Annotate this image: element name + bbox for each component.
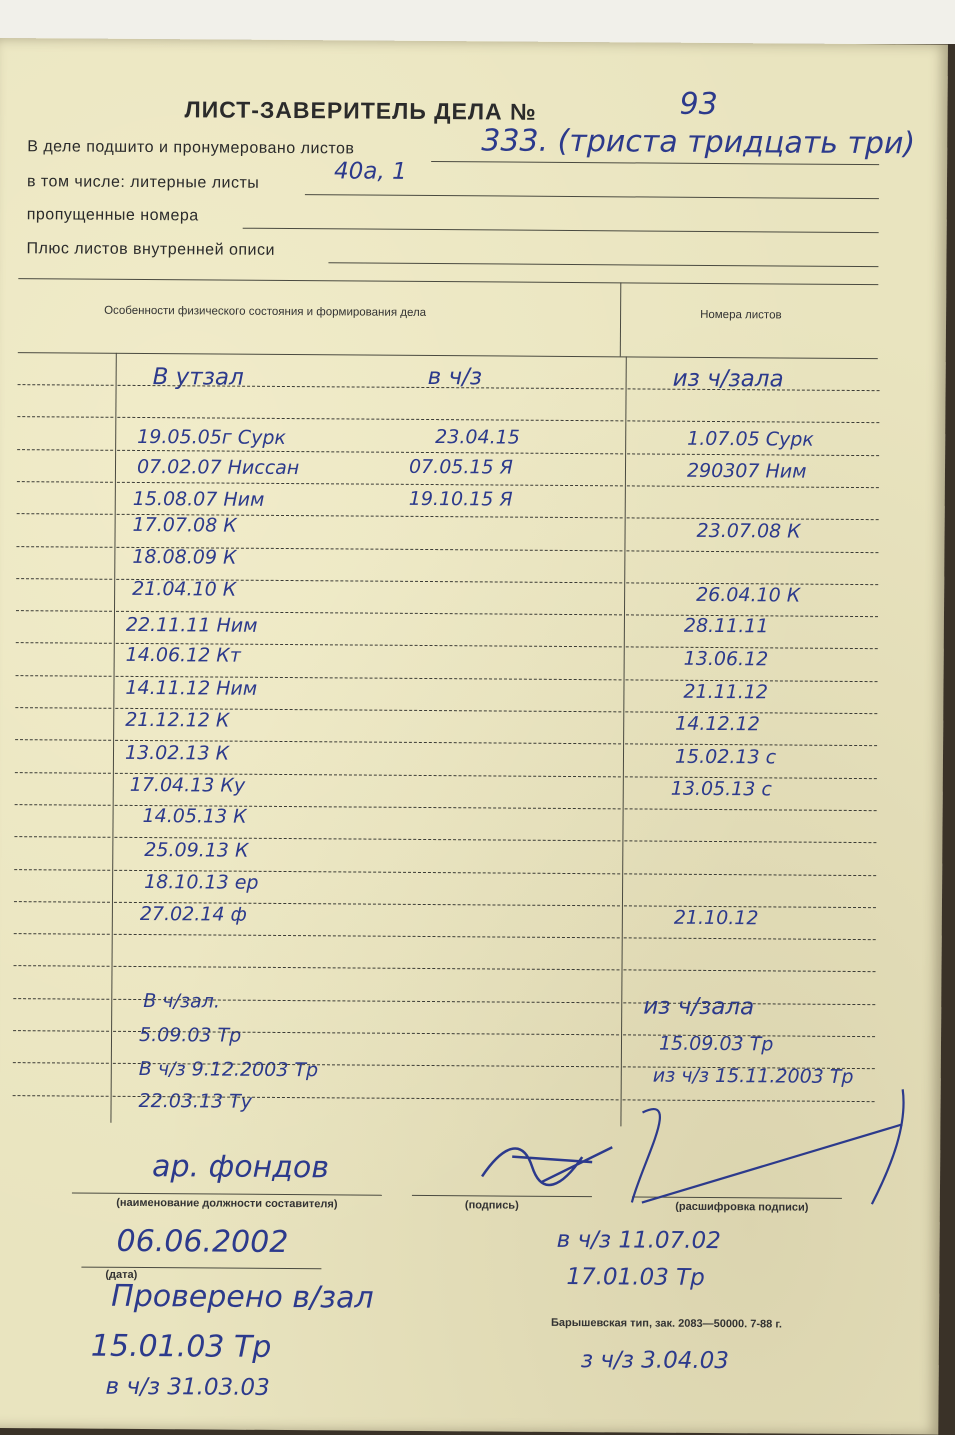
- decode-caption: (расшифровка подписи): [675, 1200, 809, 1214]
- row-rule: [17, 416, 113, 418]
- row-rule: [114, 934, 620, 939]
- position-caption: (наименование должности составителя): [116, 1196, 338, 1211]
- printer-imprint: Барышевская тип, зак. 2083—50000. 7-88 г.: [551, 1316, 782, 1331]
- column-divider-left: [110, 353, 116, 1123]
- field-label-inner-inventory: Плюс листов внутренней описи: [26, 240, 275, 259]
- list-item: 19.05.05г Сурк: [137, 425, 286, 450]
- document-sheet: [0, 38, 948, 1435]
- row-rule: [16, 642, 112, 644]
- row-rule: [13, 1062, 109, 1064]
- field-value-letter-sheets: 40а, 1: [333, 158, 407, 185]
- row-rule: [117, 450, 623, 455]
- list-item: В ч/з 9.12.2003 Тр: [138, 1057, 319, 1082]
- row-rule: [627, 485, 879, 488]
- column-divider-header: [620, 282, 622, 356]
- list-item: в ч/з: [427, 363, 483, 391]
- note-date: 15.01.03 Тр: [90, 1328, 272, 1365]
- row-rule: [16, 546, 112, 548]
- list-item: 17.07.08 К: [132, 513, 237, 537]
- list-item: 19.10.15 Я: [408, 487, 513, 511]
- list-item: 14.05.13 К: [142, 805, 247, 828]
- list-item: 23.07.08 К: [696, 519, 801, 543]
- field-line: [243, 228, 879, 233]
- position-line: [72, 1193, 382, 1196]
- list-item: 22.11.11 Ним: [125, 613, 258, 637]
- list-item: 21.12.12 К: [125, 708, 230, 732]
- row-rule: [625, 808, 877, 811]
- list-item: 290307 Ним: [686, 459, 807, 483]
- form-title: [184, 96, 536, 125]
- list-item: 17.04.13 Ку: [129, 773, 246, 797]
- list-item: 13.06.12: [683, 647, 769, 671]
- list-item: 13.02.13 К: [124, 741, 230, 765]
- right-note-3: з ч/з 3.04.03: [580, 1347, 730, 1375]
- field-line: [431, 161, 879, 165]
- list-item: 5.09.03 Тр: [138, 1023, 242, 1047]
- row-rule: [17, 481, 113, 483]
- list-item: 14.11.12 Ним: [125, 676, 258, 700]
- row-rule: [626, 550, 878, 553]
- row-rule: [624, 873, 876, 876]
- row-rule: [13, 998, 109, 1000]
- list-item: 21.04.10 К: [132, 577, 237, 601]
- field-label-sheets: В деле подшито и пронумеровано листов: [27, 138, 355, 158]
- position-value: ар. фондов: [152, 1149, 330, 1186]
- list-item: 23.04.15: [435, 426, 520, 449]
- list-item: В утзал: [152, 364, 244, 391]
- list-item: 25.09.13 К: [144, 839, 249, 862]
- row-rule: [14, 965, 110, 967]
- field-label-letter-sheets: в том числе: литерные листы: [26, 173, 260, 192]
- row-rule: [18, 384, 114, 386]
- list-item: 15.09.03 Тр: [658, 1032, 774, 1056]
- signature-mark: [472, 1136, 622, 1197]
- row-rule: [627, 420, 879, 423]
- note-checked: Проверено в/зал: [111, 1278, 374, 1316]
- row-rule: [14, 901, 110, 903]
- column-header-condition: Особенности физического состояния и формирования дела: [104, 304, 427, 319]
- list-item: В ч/зал.: [143, 990, 220, 1013]
- column-header-sheet-numbers: Номера листов: [700, 308, 782, 322]
- row-rule: [16, 675, 112, 677]
- table-header-rule: [18, 352, 878, 359]
- list-item: из ч/зала: [672, 365, 784, 393]
- row-rule: [13, 1095, 109, 1097]
- row-rule: [624, 840, 876, 843]
- signature-line: [412, 1195, 592, 1197]
- list-item: 28.11.11: [683, 614, 769, 638]
- row-rule: [15, 739, 111, 741]
- list-item: из ч/зала: [643, 993, 755, 1021]
- right-note-2: 17.01.03 Тр: [566, 1263, 705, 1291]
- list-item: 15.08.07 Ним: [132, 487, 265, 511]
- list-item: 22.03.13 Ту: [138, 1089, 253, 1113]
- row-rule: [117, 482, 623, 487]
- row-rule: [624, 937, 876, 940]
- list-item: из ч/з 15.11.2003 Тр: [652, 1064, 854, 1088]
- list-item: 18.10.13 ер: [144, 871, 259, 894]
- list-item: 18.08.09 К: [132, 545, 237, 569]
- row-rule: [17, 513, 113, 515]
- form-title-text: ЛИСТ-ЗАВЕРИТЕЛЬ ДЕЛА №: [184, 96, 537, 125]
- row-rule: [627, 453, 879, 456]
- row-rule: [13, 1030, 109, 1032]
- field-line: [305, 194, 879, 199]
- row-rule: [16, 578, 112, 580]
- date-caption: (дата): [105, 1268, 138, 1281]
- background-paper: [0, 0, 955, 44]
- row-rule: [14, 933, 110, 935]
- list-item: 21.11.12: [683, 680, 769, 704]
- list-item: 14.12.12: [675, 712, 760, 736]
- list-item: 07.02.07 Ниссан: [136, 455, 300, 480]
- list-item: 13.05.13 с: [670, 777, 772, 801]
- list-item: 15.02.13 с: [674, 745, 777, 769]
- list-item: 07.05.15 Я: [408, 455, 513, 479]
- list-item: 14.06.12 Кт: [125, 643, 241, 667]
- list-item: 27.02.14 ф: [139, 902, 247, 926]
- row-rule: [16, 610, 112, 612]
- date-value: 06.06.2002: [116, 1223, 289, 1261]
- list-item: 21.10.12: [673, 906, 759, 930]
- row-rule: [14, 869, 110, 871]
- row-rule: [17, 449, 113, 451]
- note-reading-room: в ч/з 31.03.03: [105, 1373, 270, 1401]
- row-rule: [15, 772, 111, 774]
- column-divider-right: [620, 356, 626, 1126]
- field-label-skipped: пропущенные номера: [26, 206, 199, 225]
- row-rule: [15, 804, 111, 806]
- right-note-1: в ч/з 11.07.02: [556, 1226, 721, 1255]
- field-line: [328, 262, 878, 267]
- table-top-rule: [18, 278, 878, 285]
- field-value-sheets: 333. (триста тридцать три): [481, 123, 916, 162]
- list-item: 1.07.05 Сурк: [687, 427, 814, 451]
- row-rule: [114, 966, 620, 971]
- row-rule: [14, 836, 110, 838]
- row-rule: [624, 969, 876, 972]
- list-item: 26.04.10 К: [696, 583, 801, 607]
- row-rule: [15, 707, 111, 709]
- large-diagonal-stroke: [622, 1082, 923, 1244]
- row-rule: [117, 417, 623, 422]
- case-number: 93: [679, 86, 718, 123]
- signature-caption: (подпись): [464, 1199, 519, 1212]
